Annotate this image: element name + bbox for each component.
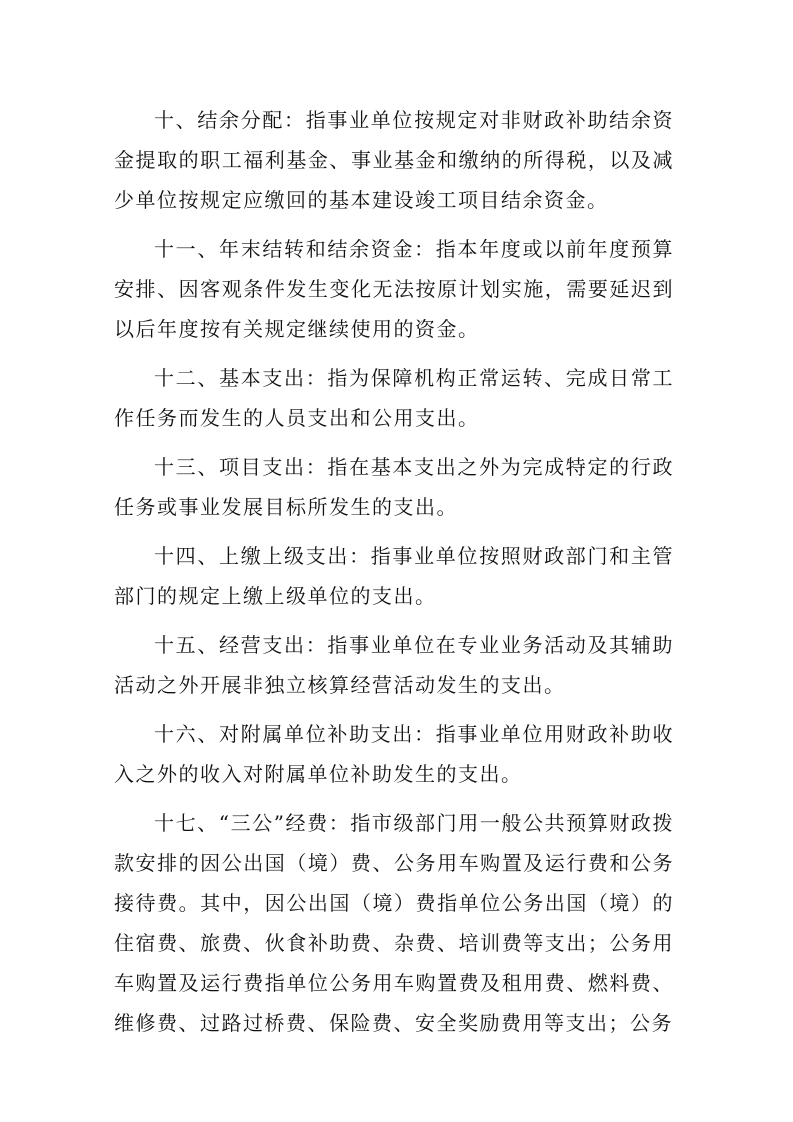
- document-body: [114, 100, 674, 1052]
- paragraph-operating-expenditure: 十五、经营支出：指事业单位在专业业务活动及其辅助活动之外开展非独立核算经营活动发生的支出。: [114, 633, 674, 697]
- paragraph-project-expenditure: 十三、项目支出：指在基本支出之外为完成特定的行政任务或事业发展目标所发生的支出。: [114, 455, 674, 519]
- paragraph-balance-distribution: 十、结余分配：指事业单位按规定对非财政补助结余资金提取的职工福利基金、事业基金和缴纳的所得税，以及减少单位按规定应缴回的基本建设竣工项目结余资金。: [114, 108, 674, 212]
- paragraph-subsidiary-subsidy: 十六、对附属单位补助支出：指事业单位用财政补助收入之外的收入对附属单位补助发生的支出。: [114, 722, 674, 786]
- paragraph-year-end-carryover: 十一、年末结转和结余资金：指本年度或以前年度预算安排、因客观条件发生变化无法按原计划实施，需要延迟到以后年度按有关规定继续使用的资金。: [114, 237, 674, 341]
- paragraph-upper-level-payment: 十四、上缴上级支出：指事业单位按照财政部门和主管部门的规定上缴上级单位的支出。: [114, 544, 674, 608]
- paragraph-three-public-expenses: 十七、“三公”经费：指市级部门用一般公共预算财政拨款安排的因公出国（境）费、公务用车购置及运行费和公务接待费。其中，因公出国（境）费指单位公务出国（境）的住宿费、旅费、伙食补助费、杂费、培训费等支出；公务用车购置及运行费指单位公务用车购置费及租用费、燃料费、维修费、过路过桥费、保险费、安全奖励费用等支出；公务: [114, 811, 674, 1035]
- paragraph-basic-expenditure: 十二、基本支出：指为保障机构正常运转、完成日常工作任务而发生的人员支出和公用支出。: [114, 366, 674, 430]
